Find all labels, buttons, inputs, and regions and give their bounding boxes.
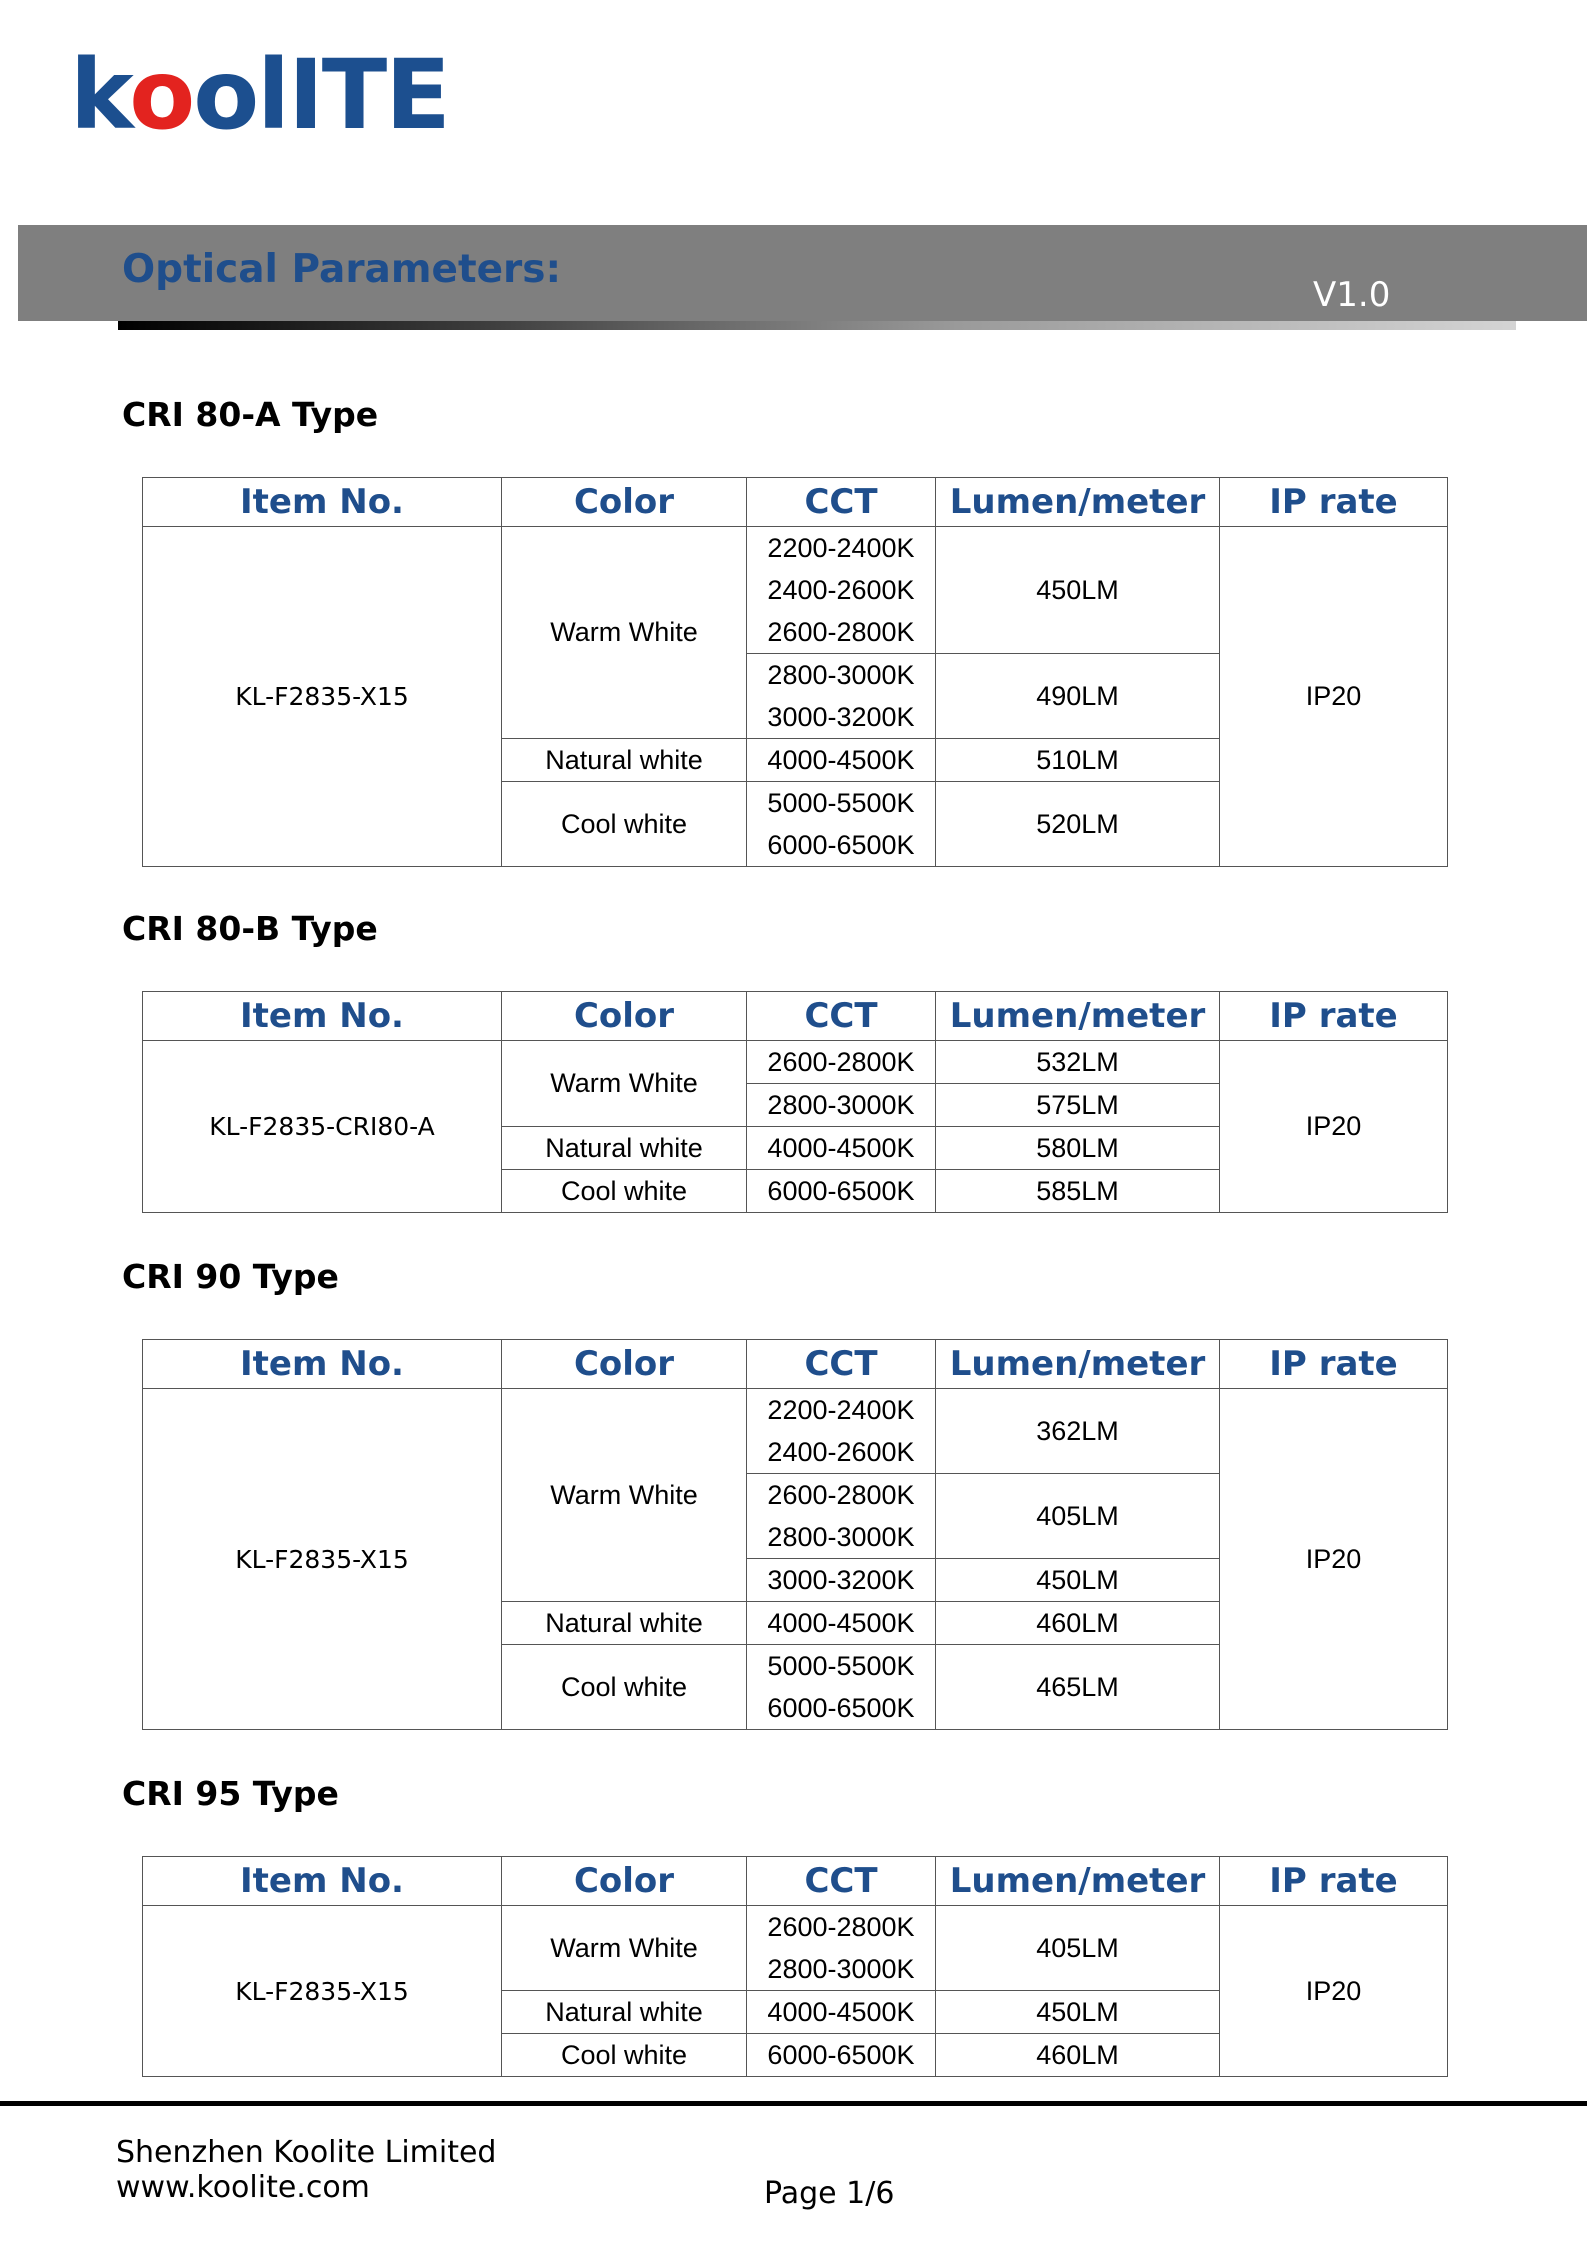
table-cri80b [142,991,1448,1213]
cct-cell: 2200-2400K 2400-2600K [747,1389,936,1474]
cct-cell: 2600-2800K 2800-3000K [747,1906,936,1991]
table-cri80a [142,477,1448,867]
lumen-cell: 490LM [936,654,1220,739]
header-item-no: Item No. [143,992,502,1041]
cct-cell: 5000-5500K 6000-6500K [747,1645,936,1730]
header-cct: CCT [747,992,936,1041]
color-cell: Natural white [502,739,747,782]
header-color: Color [502,1340,747,1389]
table-row [143,1906,1448,1991]
cct-cell: 2800-3000K [747,1084,936,1127]
ip-rate-cell: IP20 [1220,1041,1448,1213]
header-item-no: Item No. [143,1857,502,1906]
item-no-cell: KL-F2835-X15 [143,1389,502,1730]
page-title: Optical Parameters: [122,247,562,292]
header-ip-rate: IP rate [1220,1857,1448,1906]
header-item-no: Item No. [143,478,502,527]
header-lumen: Lumen/meter [936,478,1220,527]
footer-website: www.koolite.com [116,2170,370,2205]
table-header-row [143,1340,1448,1389]
cct-cell: 4000-4500K [747,1127,936,1170]
section-banner [18,225,1587,321]
color-cell: Warm White [502,527,747,739]
table-header-row [143,1857,1448,1906]
color-cell: Natural white [502,1127,747,1170]
lumen-cell: 450LM [936,1991,1220,2034]
koolite-logo: koolITE [70,39,449,151]
header-cct: CCT [747,1340,936,1389]
cct-cell: 4000-4500K [747,1991,936,2034]
lumen-cell: 450LM [936,527,1220,654]
lumen-cell: 520LM [936,782,1220,867]
header-lumen: Lumen/meter [936,1340,1220,1389]
header-cct: CCT [747,478,936,527]
section-title-cri90: CRI 90 Type [122,1257,339,1296]
color-cell: Cool white [502,782,747,867]
lumen-cell: 460LM [936,1602,1220,1645]
header-ip-rate: IP rate [1220,1340,1448,1389]
ip-rate-cell: IP20 [1220,527,1448,867]
lumen-cell: 575LM [936,1084,1220,1127]
color-cell: Cool white [502,1170,747,1213]
table-row [143,527,1448,654]
section-title-cri80a: CRI 80-A Type [122,395,379,434]
cct-cell: 2600-2800K 2800-3000K [747,1474,936,1559]
header-color: Color [502,1857,747,1906]
lumen-cell: 465LM [936,1645,1220,1730]
lumen-cell: 585LM [936,1170,1220,1213]
cct-cell: 4000-4500K [747,739,936,782]
cct-cell: 5000-5500K 6000-6500K [747,782,936,867]
table-cri90 [142,1339,1448,1730]
item-no-cell: KL-F2835-CRI80-A [143,1041,502,1213]
page-number: Page 1/6 [764,2176,895,2211]
color-cell: Cool white [502,2034,747,2077]
banner-underline [118,321,1516,330]
cct-cell: 2200-2400K 2400-2600K 2600-2800K [747,527,936,654]
color-cell: Warm White [502,1389,747,1602]
item-no-cell: KL-F2835-X15 [143,527,502,867]
lumen-cell: 532LM [936,1041,1220,1084]
section-title-cri95: CRI 95 Type [122,1774,339,1813]
color-cell: Natural white [502,1991,747,2034]
cct-cell: 3000-3200K [747,1559,936,1602]
header-lumen: Lumen/meter [936,992,1220,1041]
color-cell: Warm White [502,1906,747,1991]
table-cri95 [142,1856,1448,2077]
ip-rate-cell: IP20 [1220,1389,1448,1730]
lumen-cell: 405LM [936,1474,1220,1559]
header-ip-rate: IP rate [1220,478,1448,527]
header-color: Color [502,992,747,1041]
lumen-cell: 580LM [936,1127,1220,1170]
color-cell: Cool white [502,1645,747,1730]
header-lumen: Lumen/meter [936,1857,1220,1906]
color-cell: Warm White [502,1041,747,1127]
header-color: Color [502,478,747,527]
table-row [143,1389,1448,1474]
lumen-cell: 405LM [936,1906,1220,1991]
lumen-cell: 460LM [936,2034,1220,2077]
table-row [143,1041,1448,1084]
footer-divider [0,2101,1587,2106]
item-no-cell: KL-F2835-X15 [143,1906,502,2077]
footer-company: Shenzhen Koolite Limited [116,2135,497,2170]
table-header-row [143,478,1448,527]
cct-cell: 6000-6500K [747,1170,936,1213]
section-title-cri80b: CRI 80-B Type [122,909,378,948]
cct-cell: 2800-3000K 3000-3200K [747,654,936,739]
ip-rate-cell: IP20 [1220,1906,1448,2077]
table-header-row [143,992,1448,1041]
cct-cell: 2600-2800K [747,1041,936,1084]
header-ip-rate: IP rate [1220,992,1448,1041]
color-cell: Natural white [502,1602,747,1645]
lumen-cell: 510LM [936,739,1220,782]
version-label: V1.0 [1313,275,1391,315]
cct-cell: 4000-4500K [747,1602,936,1645]
lumen-cell: 450LM [936,1559,1220,1602]
header-cct: CCT [747,1857,936,1906]
header-item-no: Item No. [143,1340,502,1389]
lumen-cell: 362LM [936,1389,1220,1474]
cct-cell: 6000-6500K [747,2034,936,2077]
